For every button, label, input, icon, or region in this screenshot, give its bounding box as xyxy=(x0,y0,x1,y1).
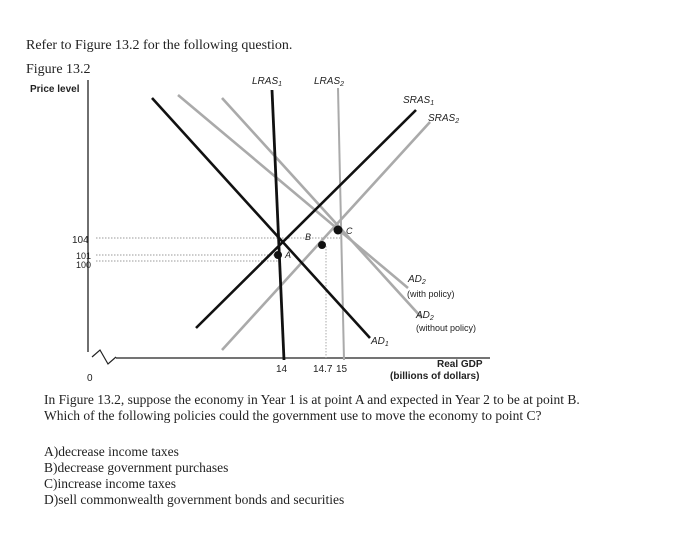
axis-break-mark xyxy=(92,350,116,364)
question-text xyxy=(44,392,580,424)
option-c[interactable]: C)increase income taxes xyxy=(44,476,176,491)
option-d[interactable]: D)sell commonwealth government bonds and securities xyxy=(44,492,345,507)
lras1-curve xyxy=(272,90,284,360)
lras1-label: $LRAS_1$ xyxy=(252,76,283,88)
point-a-label: A xyxy=(285,250,292,260)
question-line: Which of the following policies could the government use to move the economy to point C? xyxy=(44,408,542,423)
ad2-with-policy-note: (with policy) xyxy=(407,289,455,299)
ad2-without-policy-note: (without policy) xyxy=(416,323,477,333)
question-line: In Figure 13.2, suppose the economy in Year 1 is at point A and expected in Year 2 to be at point B. xyxy=(44,392,580,407)
point-b-marker xyxy=(318,241,326,249)
y-tick-label: 100 xyxy=(76,260,92,270)
ad1-curve xyxy=(152,98,370,338)
x-tick-label: 14.7 xyxy=(313,364,333,375)
sras2-label: $SRAS_2$ xyxy=(428,113,460,125)
sras1-curve xyxy=(196,110,416,328)
point-a-marker xyxy=(274,251,282,259)
x-tick-label: 14 xyxy=(276,364,288,375)
figure-title: Figure 13.2 xyxy=(26,62,91,77)
ad1-label: $AD_1$ xyxy=(371,336,389,348)
point-c-label: C xyxy=(346,226,353,236)
y-axis-label: Price level xyxy=(30,84,80,95)
y-tick-label: 104 xyxy=(72,235,89,246)
point-b-label: B xyxy=(305,232,312,242)
ad2-without-policy-label: $AD_2$ xyxy=(416,310,434,322)
option-a[interactable]: A)decrease income taxes xyxy=(44,444,179,459)
sras1-label: $SRAS_1$ xyxy=(403,95,435,107)
y-tick-label: 101 xyxy=(76,251,92,261)
ad2-with-policy-curve xyxy=(178,95,408,288)
lras2-label: $LRAS_2$ xyxy=(314,76,345,88)
x-tick-label: 15 xyxy=(336,364,348,375)
lras2-curve xyxy=(338,88,344,360)
option-b[interactable]: B)decrease government purchases xyxy=(44,460,229,475)
x-axis-units: (billions of dollars) xyxy=(390,371,480,382)
intro-text: Refer to Figure 13.2 for the following question. xyxy=(26,38,293,53)
origin-label: 0 xyxy=(87,373,93,384)
point-c-marker xyxy=(334,226,343,235)
ad2-with-policy-label: $AD_2$ xyxy=(408,274,426,286)
x-axis-label: Real GDP xyxy=(437,359,483,370)
